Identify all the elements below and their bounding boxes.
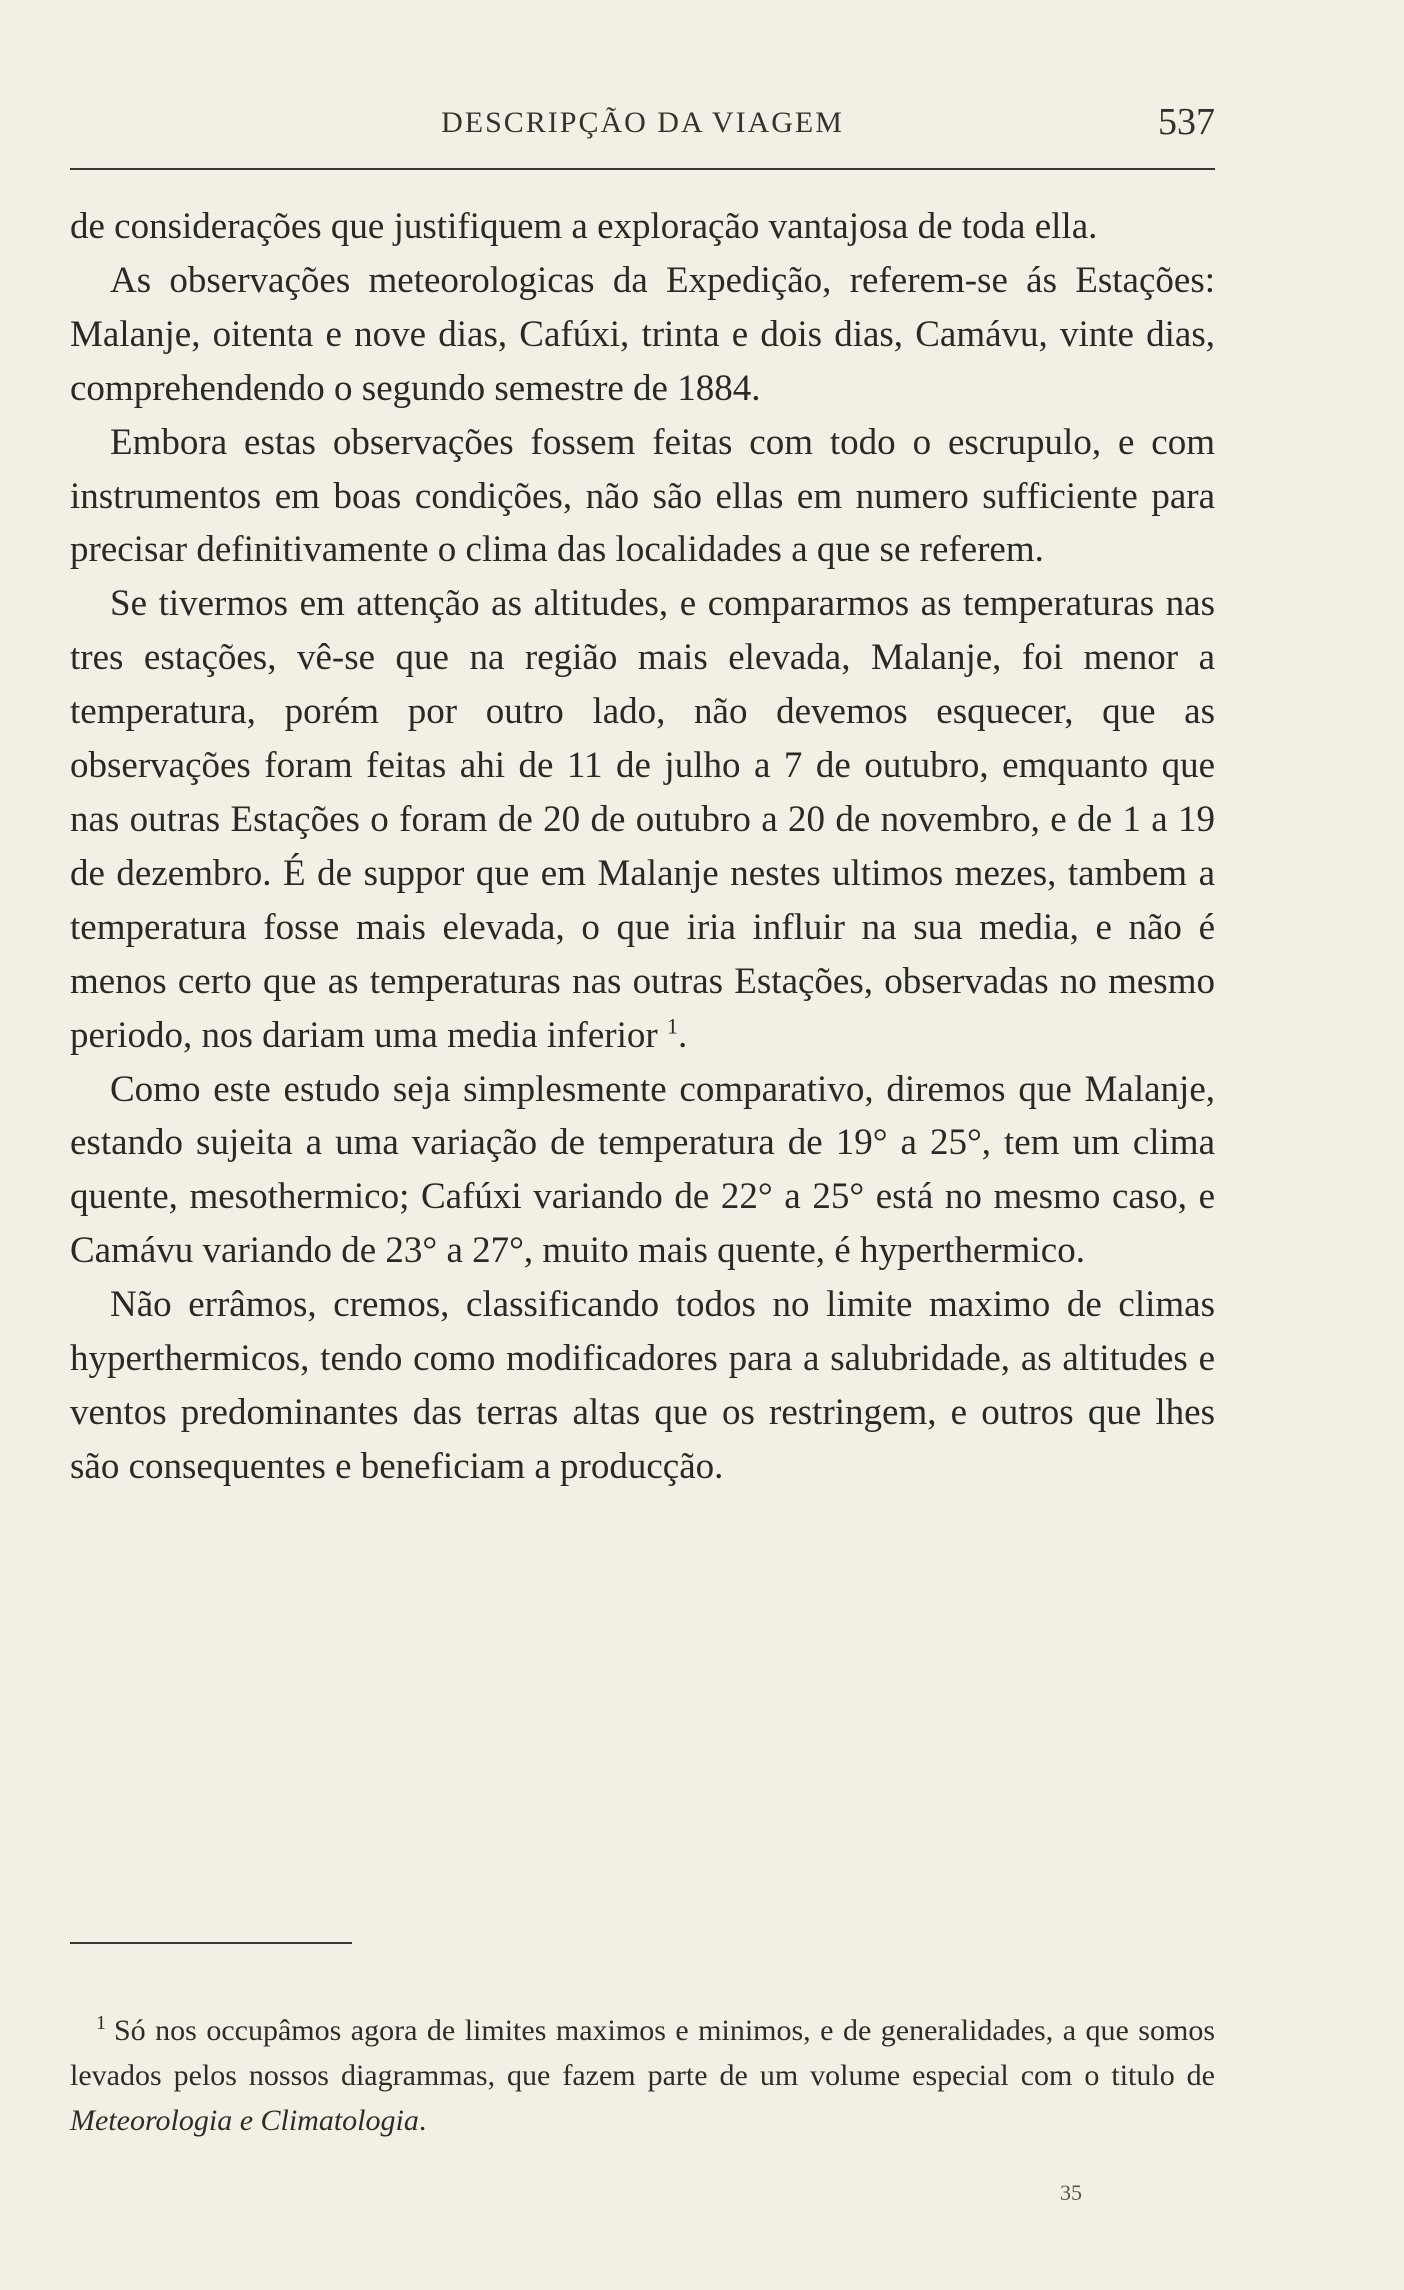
page-number: 537	[1158, 101, 1215, 143]
body-text	[70, 200, 1215, 1494]
paragraph-classification: Não errâmos, cremos, classificando todos no limite maximo de climas hyperthermicos, tendo como modificadores para a salubridade, as altitudes e ventos predominantes das terras altas que os restringem, e outros que lhes são consequentes e beneficiam a producção.	[70, 1284, 1215, 1487]
paragraph-instruments: Embora estas observações fossem feitas com todo o escrupulo, e com instrumentos em boas condições, não são ellas em numero sufficiente para precisar definitivamente o clima das localidades a que se referem.	[70, 421, 1215, 571]
paragraph-observations: As observações meteorologicas da Expedição, referem-se ás Estações: Malanje, oitenta e nove dias, Cafúxi, trinta e dois dias, Camávu, vinte dias, comprehendendo o segundo semestre de 1884.	[70, 259, 1215, 409]
footnote-reference: 1	[666, 1013, 678, 1039]
footnote-number: 1	[96, 2012, 106, 2034]
paragraph-continuation: de considerações que justifiquem a exploração vantajosa de toda ella.	[70, 206, 1098, 247]
paragraph-altitudes	[70, 577, 1215, 1062]
footnote	[70, 2008, 1215, 2143]
paragraph-altitudes-text: Se tivermos em attenção as altitudes, e compararmos as temperaturas nas tres estações, vê-se que na região mais elevada, Malanje, foi menor a temperatura, porém por outro lado, não devemos esquecer, que as observações foram feitas ahi de 11 de julho a 7 de outubro, emquanto que nas outras Estações o foram de 20 de outubro a 20 de novembro, e de 1 a 19 de dezembro. É de suppor que em Malanje nestes ultimos mezes, tambem a temperatura fosse mais elevada, o que iria influir na sua media, e não é menos certo que as temperaturas nas outras Estações, observadas no mesmo periodo, nos dariam uma media inferior	[70, 583, 1215, 1056]
signature-mark: 35	[1060, 2180, 1082, 2205]
sentence-end: .	[677, 1014, 688, 1056]
running-head	[70, 100, 1215, 150]
footnote-end: .	[418, 2104, 427, 2137]
footnote-rule	[70, 1942, 352, 1944]
footnote-text: Só nos occupâmos agora de limites maximos e minimos, e de generalidades, a que somos levados pelos nossos diagrammas, que fazem parte de um volume especial com o titulo de	[70, 2014, 1215, 2092]
footnote-paragraph	[70, 2008, 1215, 2143]
running-title: DESCRIPÇÃO DA VIAGEM	[441, 106, 844, 139]
paragraph-comparison: Como este estudo seja simplesmente comparativo, diremos que Malanje, estando sujeita a uma variação de temperatura de 19° a 25°, tem um clima quente, mesothermico; Cafúxi variando de 22° a 25° está no mesmo caso, e Camávu variando de 23° a 27°, muito mais quente, é hyperthermico.	[70, 1068, 1215, 1272]
footnote-title: Meteorologia e Climatologia	[70, 2104, 419, 2137]
header-rule	[70, 168, 1215, 170]
